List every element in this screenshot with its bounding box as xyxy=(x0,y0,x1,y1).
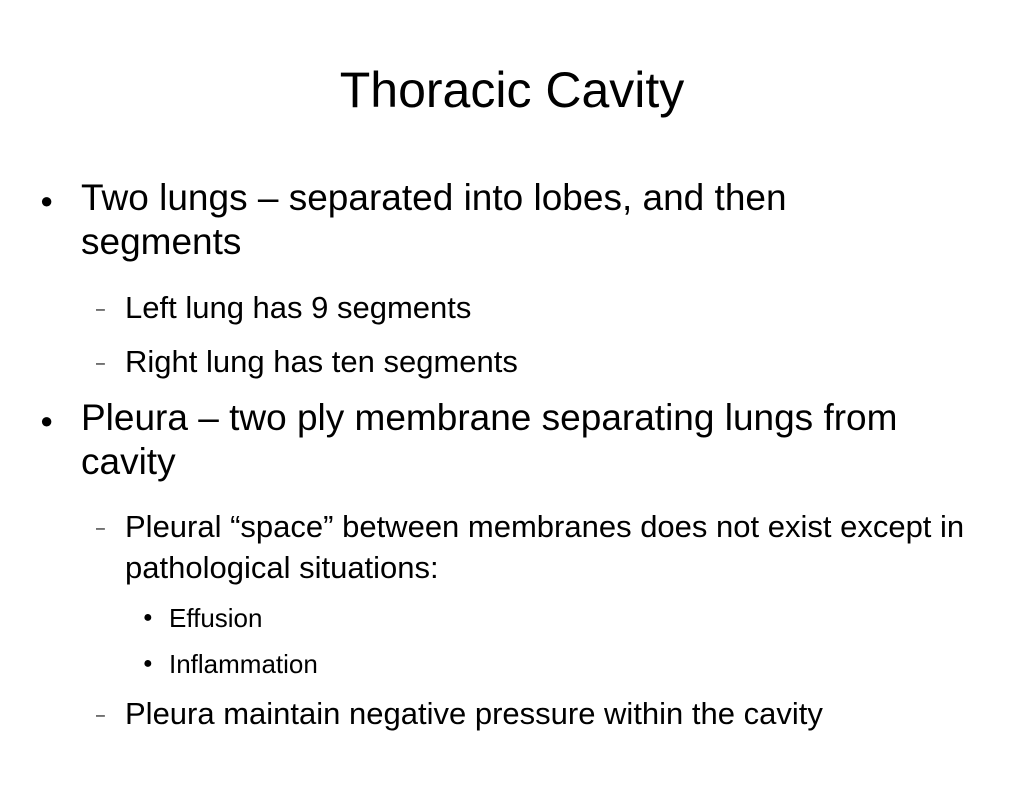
bullet-marker: ● xyxy=(143,609,153,626)
sub-bullet-text: Pleura maintain negative pressure within the cavity xyxy=(125,696,823,731)
sub-bullet-text: Right lung has ten segments xyxy=(125,344,518,379)
sub-sub-bullet-text: Inflammation xyxy=(169,649,318,679)
sub-bullet-item-right-lung xyxy=(96,341,976,382)
bullet-text: Two lungs – separated into lobes, and then segments xyxy=(81,177,787,262)
sub-sub-bullet-text: Effusion xyxy=(169,603,263,633)
bullet-text: Pleura – two ply membrane separating lungs from cavity xyxy=(81,397,898,482)
sub-bullet-item-left-lung xyxy=(96,287,976,328)
sub-bullet-text: Pleural “space” between membranes does not exist except in pathological situations: xyxy=(125,509,965,585)
bullet-marker: ● xyxy=(143,655,153,672)
bullet-marker: ● xyxy=(40,188,54,213)
dash-marker: – xyxy=(96,355,105,372)
bullet-marker: ● xyxy=(40,408,54,433)
dash-marker: – xyxy=(96,707,105,724)
sub-bullet-item-pleural-space xyxy=(96,506,976,588)
bullet-item-lungs xyxy=(40,176,940,264)
dash-marker: – xyxy=(96,520,105,537)
sub-sub-bullet-item-inflammation xyxy=(143,647,843,681)
dash-marker: – xyxy=(96,301,105,318)
sub-sub-bullet-item-effusion xyxy=(143,601,843,635)
sub-bullet-text: Left lung has 9 segments xyxy=(125,290,472,325)
slide-title: Thoracic Cavity xyxy=(339,62,685,118)
bullet-item-pleura xyxy=(40,396,940,484)
sub-bullet-item-negative-pressure xyxy=(96,693,976,734)
